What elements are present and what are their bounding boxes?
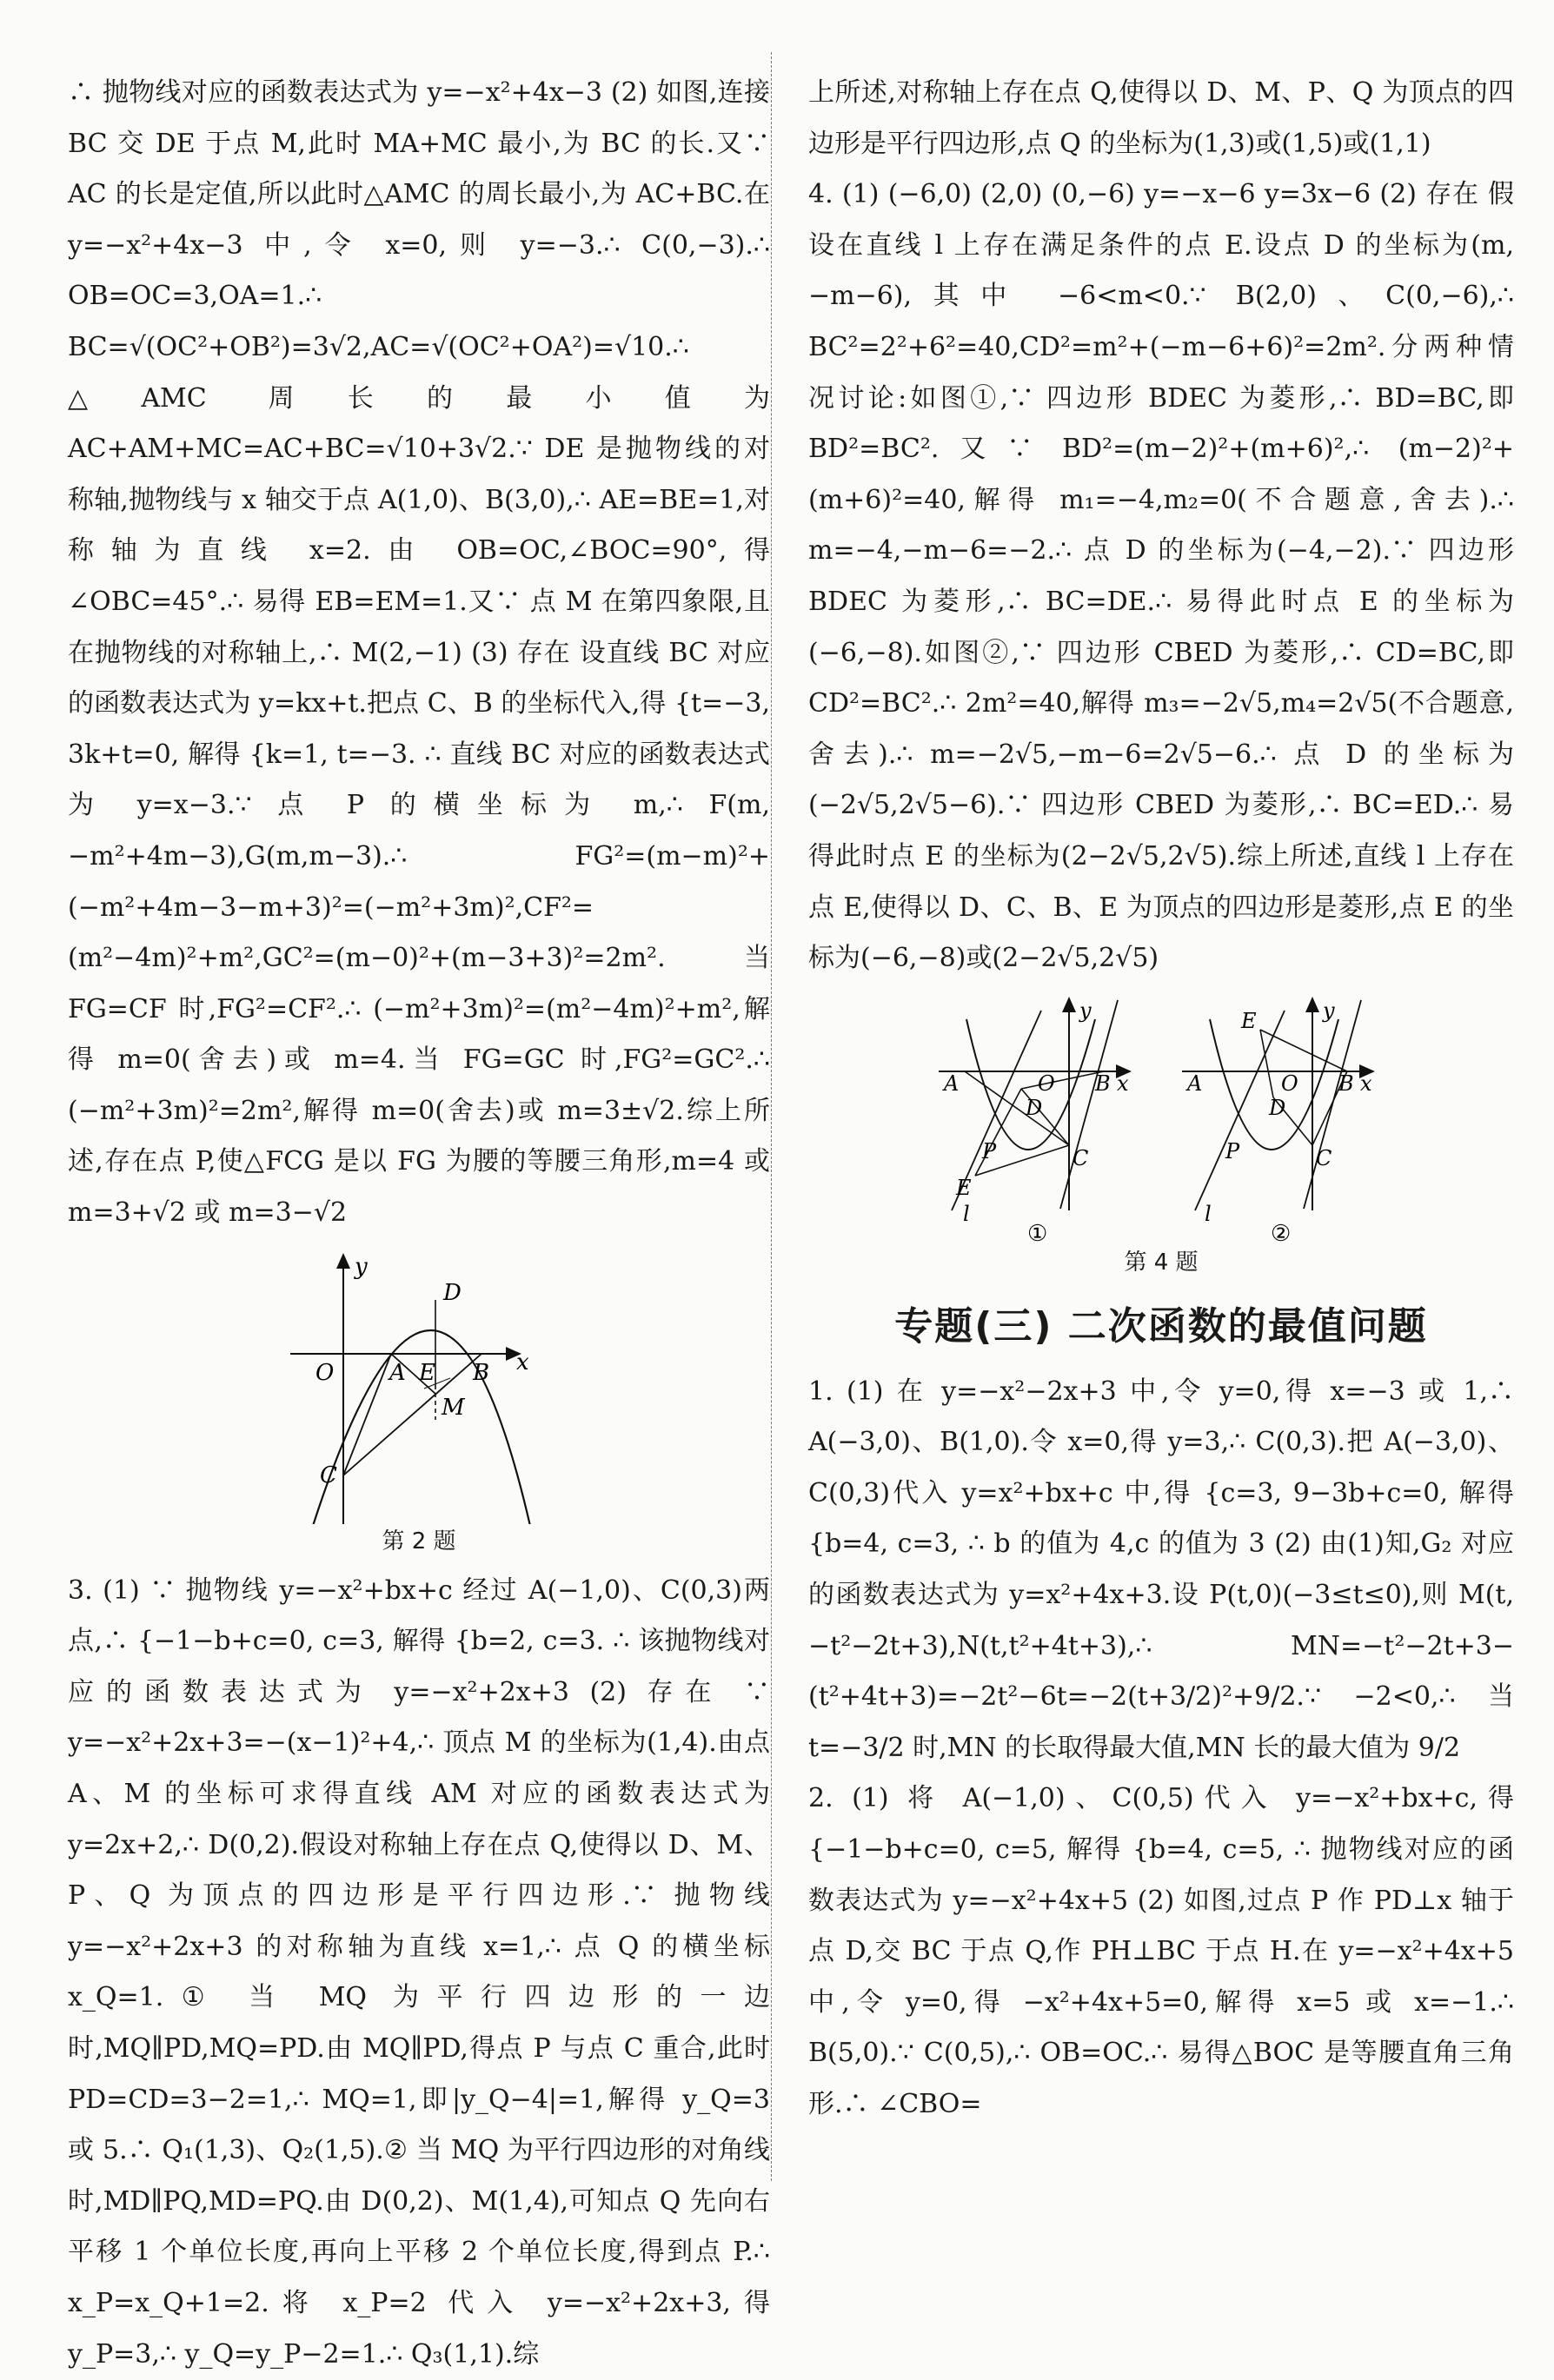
svg-text:E: E bbox=[956, 1175, 972, 1200]
section-title: 专题(三) 二次函数的最值问题 bbox=[894, 1303, 1428, 1349]
label-b: B bbox=[473, 1359, 490, 1386]
svg-text:x: x bbox=[1117, 1071, 1129, 1096]
answer-2-continued: ∴ 抛物线对应的函数表达式为 y=−x²+4x−3 (2) 如图,连接 BC 交 DE 于点 M,此时 MA+MC 最小,为 BC 的长.又∵ AC 的长是定值,所以此时△AMC 的周长最小,为 AC+BC.在 y=−x²+4x−3 中,令 x=0,则 y=−3.∴ C(0,−3).∴ OB=OC=3,OA=1.∴ BC=√(OC²+OB²)=3√2,AC=√(OC²+OA²)=√10.∴ △AMC 周长的最小值为 AC+AM+MC=AC+BC=√10+3√2.∵ DE 是抛物线的对称轴,抛物线与 x 轴交于点 A(1,0)、B(3,0),∴ AE=BE=1,对称轴为直线 x=2.由 OB=OC,∠BOC=90°,得∠OBC=45°.∴ 易得 EB=EM=1.又∵ 点 M 在第四象限,且在抛物线的对称轴上,∴ M(2,−1) (3) 存在 设直线 BC 对应的函数表达式为 y=kx+t.把点 C、B 的坐标代入,得 {t=−3, 3k+t=0, 解得 {k=1, t=−3. ∴ 直线 BC 对应的函数表达式为 y=x−3.∵ 点 P 的横坐标为 m,∴ F(m,−m²+4m−3),G(m,m−3).∴ FG²=(m−m)²+(−m²+4m−3−m+3)²=(−m²+3m)²,CF²=(m²−4m)²+m²,GC²=(m−0)²+(m−3+3)²=2m².当 FG=CF 时,FG²=CF².∴ (−m²+3m)²=(m²−4m)²+m²,解得 m=0(舍去)或 m=4.当 FG=GC 时,FG²=GC².∴ (−m²+3m)²=2m²,解得 m=0(舍去)或 m=3±√2.综上所述,存在点 P,使△FCG 是以 FG 为腰的等腰三角形,m=4 或 m=3+√2 或 m=3−√2 bbox=[68, 77, 770, 1229]
svg-text:E: E bbox=[1241, 1008, 1257, 1033]
answer-4: 4. (1) (−6,0) (2,0) (0,−6) y=−x−6 y=3x−6 (2) 存在 假设在直线 l 上存在满足条件的点 E.设点 D 的坐标为(m,−m−6),其中 −6<m<0.∵ B(2,0)、C(0,−6),∴ BC²=2²+6²=40,CD²=m²+(−m−6+6)²=2m².分两种情况讨论:如图①,∵ 四边形 BDEC 为菱形,∴ BD=BC,即 BD²=BC².又∵ BD²=(m−2)²+(m+6)²,∴ (m−2)²+(m+6)²=40,解得 m₁=−4,m₂=0(不合题意,舍去).∴ m=−4,−m−6=−2.∴ 点 D 的坐标为(−4,−2).∵ 四边形 BDEC 为菱形,∴ BC=DE.∴ 易得此时点 E 的坐标为(−6,−8).如图②,∵ 四边形 CBED 为菱形,∴ CD=BC,即 CD²=BC².∴ 2m²=40,解得 m₃=−2√5,m₄=2√5(不合题意,舍去).∴ m=−2√5,−m−6=2√5−6.∴ 点 D 的坐标为(−2√5,2√5−6).∵ 四边形 CBED 为菱形,∴ BC=ED.∴ 易得此时点 E 的坐标为(2−2√5,2√5).综上所述,直线 l 上存在点 E,使得以 D、C、B、E 为顶点的四边形是菱形,点 E 的坐标为(−6,−8)或(2−2√5,2√5) bbox=[808, 179, 1514, 974]
figure-2 bbox=[68, 1248, 770, 1559]
figure-4-diagram bbox=[808, 993, 1514, 1245]
label-y: y bbox=[355, 1253, 368, 1280]
label-m: M bbox=[442, 1394, 465, 1421]
figure-4 bbox=[808, 993, 1514, 1280]
svg-text:D: D bbox=[1026, 1095, 1043, 1120]
figure-4-sub-label-1: ① bbox=[1027, 1220, 1048, 1245]
svg-text:P: P bbox=[1225, 1138, 1240, 1163]
svg-text:l: l bbox=[963, 1201, 970, 1226]
svg-text:B: B bbox=[1095, 1071, 1111, 1096]
svg-text:A: A bbox=[944, 1071, 960, 1096]
svg-text:y: y bbox=[1323, 998, 1335, 1023]
figure-4-caption: 第 4 题 bbox=[1124, 1249, 1199, 1276]
svg-text:l: l bbox=[1205, 1201, 1212, 1226]
svg-text:C: C bbox=[1316, 1145, 1332, 1170]
svg-text:A: A bbox=[1187, 1071, 1203, 1096]
right-column bbox=[808, 68, 1514, 2131]
topic3-answer-2: 2. (1) 将 A(−1,0)、C(0,5)代入 y=−x²+bx+c,得 {−1−b+c=0, c=5, 解得 {b=4, c=5, ∴ 抛物线对应的函数表达式为 y=−x²+4x+5 (2) 如图,过点 P 作 PD⊥x 轴于点 D,交 BC 于点 Q,作 PH⊥BC 于点 H.在 y=−x²+4x+5 中,令 y=0,得 −x²+4x+5=0,解得 x=5 或 x=−1.∴ B(5,0).∵ C(0,5),∴ OB=OC.∴ 易得△BOC 是等腰直角三角形.∴ ∠CBO= bbox=[808, 1783, 1514, 2119]
svg-text:P: P bbox=[982, 1138, 997, 1163]
svg-text:O: O bbox=[1281, 1071, 1298, 1096]
label-a: A bbox=[389, 1359, 406, 1386]
figure-4-panel-1 bbox=[939, 998, 1130, 1245]
answer-3: 3. (1) ∵ 抛物线 y=−x²+bx+c 经过 A(−1,0)、C(0,3)两点,∴ {−1−b+c=0, c=3, 解得 {b=2, c=3. ∴ 该抛物线对应的函数表达式为 y=−x²+2x+3 (2) 存在 ∵ y=−x²+2x+3=−(x−1)²+4,∴ 顶点 M 的坐标为(1,4).由点 A、M 的坐标可求得直线 AM 对应的函数表达式为 y=2x+2,∴ D(0,2).假设对称轴上存在点 Q,使得以 D、M、P、Q 为顶点的四边形是平行四边形.∵ 抛物线 y=−x²+2x+3 的对称轴为直线 x=1,∴ 点 Q 的横坐标 x_Q=1.① 当 MQ 为平行四边形的一边时,MQ∥PD,MQ=PD.由 MQ∥PD,得点 P 与点 C 重合,此时 PD=CD=3−2=1,∴ MQ=1,即|y_Q−4|=1,解得 y_Q=3 或 5.∴ Q₁(1,3)、Q₂(1,5).② 当 MQ 为平行四边形的对角线时,MD∥PQ,MD=PQ.由 D(0,2)、M(1,4),可知点 Q 先向右平移 1 个单位长度,再向上平移 2 个单位长度,得到点 P.∴ x_P=x_Q+1=2.将 x_P=2 代入 y=−x²+2x+3,得 y_P=3,∴ y_Q=y_P−2=1.∴ Q₃(1,1).综 bbox=[68, 1575, 770, 2370]
figure-2-diagram bbox=[68, 1248, 770, 1524]
label-x: x bbox=[516, 1349, 529, 1376]
svg-text:O: O bbox=[1038, 1071, 1055, 1096]
svg-text:C: C bbox=[1073, 1145, 1089, 1170]
svg-text:x: x bbox=[1360, 1071, 1372, 1096]
figure-4-sub-label-2: ② bbox=[1271, 1220, 1292, 1245]
svg-text:y: y bbox=[1079, 998, 1092, 1023]
figure-4-panel-2 bbox=[1182, 998, 1373, 1245]
figure-2-caption: 第 2 题 bbox=[382, 1528, 456, 1555]
answer-3-continued: 上所述,对称轴上存在点 Q,使得以 D、M、P、Q 为顶点的四边形是平行四边形,点 Q 的坐标为(1,3)或(1,5)或(1,1) bbox=[808, 77, 1514, 159]
left-column bbox=[68, 68, 770, 2380]
svg-text:B: B bbox=[1338, 1071, 1354, 1096]
segment-ca bbox=[343, 1354, 391, 1475]
label-d: D bbox=[443, 1279, 462, 1306]
label-o: O bbox=[315, 1359, 335, 1386]
label-c: C bbox=[320, 1462, 337, 1488]
topic3-answer-1: 1. (1) 在 y=−x²−2x+3 中,令 y=0,得 x=−3 或 1,∴ A(−3,0)、B(1,0).令 x=0,得 y=3,∴ C(0,3).把 A(−3,0)、C(0,3)代入 y=x²+bx+c 中,得 {c=3, 9−3b+c=0, 解得 {b=4, c=3, ∴ b 的值为 4,c 的值为 3 (2) 由(1)知,G₂ 对应的函数表达式为 y=x²+4x+3.设 P(t,0)(−3≤t≤0),则 M(t,−t²−2t+3),N(t,t²+4t+3),∴ MN=−t²−2t+3−(t²+4t+3)=−2t²−6t=−2(t+3/2)²+9/2.∵ −2<0,∴ 当 t=−3/2 时,MN 的长取得最大值,MN 长的最大值为 9/2 bbox=[808, 1376, 1514, 1763]
label-e: E bbox=[419, 1359, 435, 1386]
svg-text:D: D bbox=[1269, 1095, 1286, 1120]
column-divider bbox=[771, 52, 772, 2181]
